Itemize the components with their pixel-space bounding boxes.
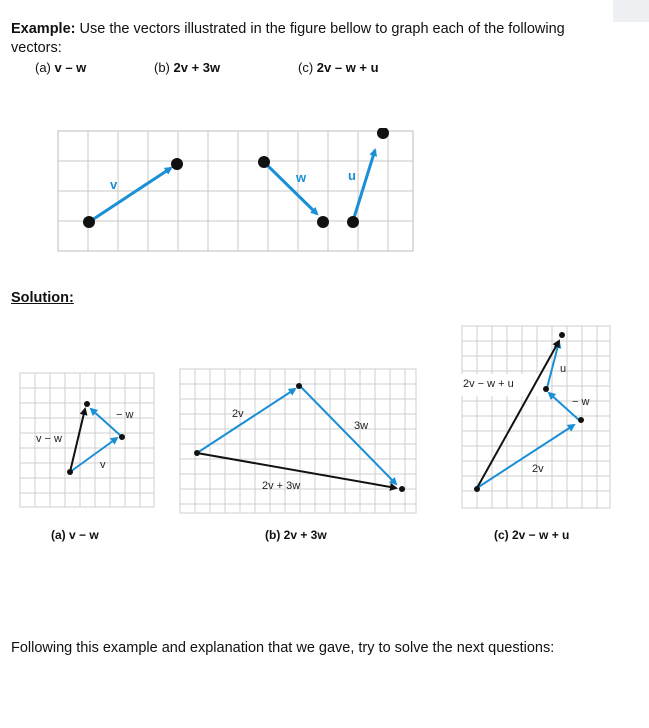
panel-a-caption: (a) v − w (51, 528, 99, 542)
solution-panel-b (178, 367, 418, 515)
vector-v-end-point (171, 158, 183, 170)
panel-b-label-3w: 3w (354, 420, 369, 432)
vector-u-end-point (377, 128, 389, 139)
solution-heading: Solution: (11, 290, 74, 306)
vector-v-arrow (89, 168, 171, 222)
panel-c-label-2v: 2v (532, 463, 544, 475)
corner-tab (613, 0, 649, 22)
vector-w-tail (258, 156, 270, 168)
panel-c-label-u: u (560, 363, 567, 375)
part-c: (c) 2v – w + u (298, 60, 379, 75)
footer-instruction: Following this example and explanation that we gave, try to solve the next questions: (11, 640, 555, 656)
vector-w-arrow (265, 163, 317, 214)
panel-a-label-neg-w: − w (116, 409, 134, 421)
solution-panel-a (18, 371, 158, 511)
part-a: (a) v – w (35, 60, 87, 75)
panel-c-caption: (c) 2v − w + u (494, 528, 570, 542)
part-b: (b) 2v + 3w (154, 60, 221, 75)
example-instruction: Use the vectors illustrated in the figure bellow to graph each of the following (75, 21, 565, 37)
vector-w-end-point (317, 216, 329, 228)
vector-v-label: v (110, 177, 118, 192)
vector-v-tail (83, 216, 95, 228)
vector-figure (55, 128, 415, 254)
panel-c-label-sum: 2v − w + u (463, 378, 514, 390)
panel-a-label-v: v (100, 459, 106, 471)
example-heading: Example: (11, 21, 76, 37)
vector-w-label: w (296, 170, 307, 185)
vector-u-label: u (348, 168, 356, 183)
panel-b-caption: (b) 2v + 3w (265, 528, 327, 542)
panel-b-label-2v: 2v (232, 408, 244, 420)
example-line-2: vectors: (11, 40, 62, 56)
vector-u-tail (347, 216, 359, 228)
example-line-1 (11, 20, 565, 38)
solution-panel-c (460, 324, 612, 510)
panel-b-label-sum: 2v + 3w (262, 480, 301, 492)
panel-a-label-vw: v − w (36, 433, 62, 445)
panel-c-label-neg-w: − w (572, 396, 590, 408)
